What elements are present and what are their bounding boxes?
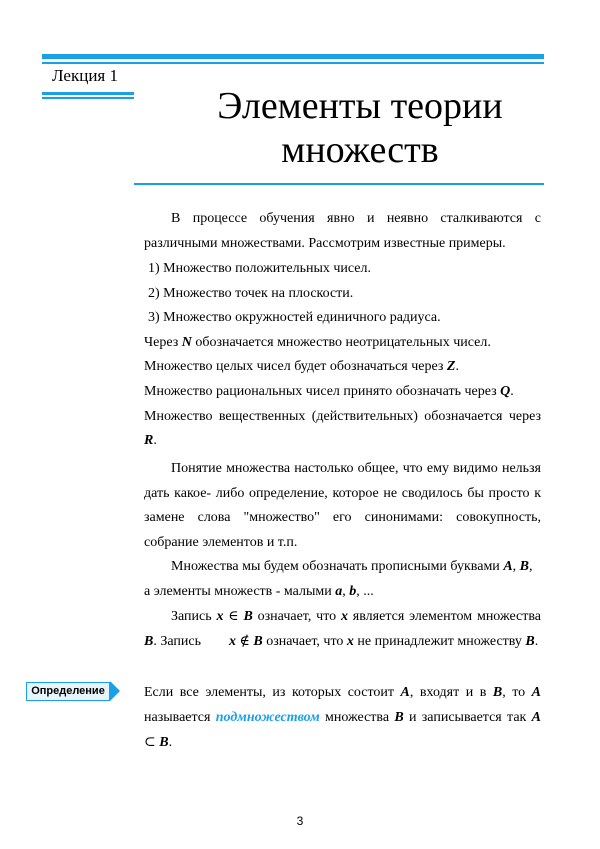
text-run <box>144 685 541 700</box>
list-item: 1) Множество положительных чисел. <box>148 261 371 276</box>
symbol-b: B <box>253 634 263 649</box>
text: В процессе обучения явно и неявно сталкиваются с <box>171 211 541 226</box>
text: Через <box>144 335 182 350</box>
q-definition-line <box>144 383 514 401</box>
paragraph-2-line-4: собрание элементов и т.п. <box>144 535 298 550</box>
symbol-q: Q <box>500 384 511 399</box>
symbol-b: B <box>519 559 529 574</box>
list-item: 3) Множество окружностей единичного радиуса. <box>148 310 441 325</box>
paragraph-3-line-1 <box>171 558 533 576</box>
text: дать какое- либо определение, которое не сводилось бы просто к <box>144 486 541 501</box>
definition-line-3 <box>144 734 172 752</box>
symbol-b: B <box>492 685 503 700</box>
symbol-x: x <box>228 634 236 649</box>
symbol-z: Z <box>446 359 456 374</box>
symbol-a: A <box>503 559 513 574</box>
paragraph-2-line-1 <box>144 460 541 478</box>
highlighted-term: подмножеством <box>215 710 320 725</box>
symbol-b: B <box>159 735 169 750</box>
symbol-x: x <box>340 609 348 624</box>
text: Если все элементы, из которых состоит <box>144 685 401 700</box>
symbol-r: R <box>144 433 154 448</box>
symbol-n: N <box>181 335 192 350</box>
top-rule-thin <box>42 62 544 64</box>
text: . <box>510 384 514 399</box>
page-title-line1: Элементы теории <box>217 85 503 127</box>
symbol-b: B <box>243 609 253 624</box>
text: обозначается множество неотрицательных чисел. <box>191 335 491 350</box>
text: Запись <box>171 609 217 624</box>
text: не принадлежит множеству <box>353 634 526 649</box>
paragraph-4-line-2 <box>144 633 538 651</box>
text: означает, что <box>252 609 341 624</box>
not-element-of-symbol: ∉ <box>235 634 254 649</box>
symbol-b: B <box>394 710 404 725</box>
subset-symbol: ⊂ <box>144 735 160 750</box>
text: , ... <box>356 584 374 599</box>
text: . <box>455 359 459 374</box>
text: , <box>512 559 520 574</box>
r-definition-line-2 <box>144 432 157 450</box>
paragraph-4-line-1 <box>144 608 541 626</box>
symbol-b: B <box>525 634 535 649</box>
text: и записывается так <box>403 710 532 725</box>
text: означает, что <box>262 634 347 649</box>
title-rule <box>134 183 544 185</box>
text: Понятие множества настолько общее, что ему видимо нельзя <box>171 461 541 476</box>
symbol-small-a: a <box>335 584 343 599</box>
definition-line-1 <box>144 684 541 702</box>
page-title-line2: множеств <box>281 129 439 171</box>
text: , то <box>502 685 532 700</box>
symbol-b: B <box>144 634 154 649</box>
text-run <box>171 609 541 624</box>
text: Множество вещественных (действительных) обозначается через <box>144 409 541 424</box>
symbol-x: x <box>346 634 354 649</box>
text: . <box>534 634 539 649</box>
paragraph-1-line-2: различными множествами. Рассмотрим известные примеры. <box>144 236 506 251</box>
page-number: 3 <box>296 814 304 828</box>
text: , <box>529 559 533 574</box>
definition-badge: Определение <box>26 682 110 701</box>
text: является элементом множества <box>347 609 541 624</box>
symbol-a: A <box>400 685 410 700</box>
text: , <box>342 584 350 599</box>
symbol-x: x <box>216 609 224 624</box>
text: замене слова "множество" его синонимами: совокупность, <box>144 510 541 525</box>
lecture-underline-1 <box>42 92 134 95</box>
lecture-underline-2 <box>42 97 134 99</box>
arrow-right-icon <box>110 681 120 701</box>
z-definition-line <box>144 358 459 376</box>
text: Множество целых чисел будет обозначаться через <box>144 359 447 374</box>
text-run <box>144 710 541 725</box>
paragraph-1-line-1 <box>144 210 541 228</box>
paragraph-2-line-2 <box>144 485 541 503</box>
paragraph-3-line-2 <box>144 583 374 601</box>
top-rule-thick <box>42 54 544 59</box>
text: . <box>153 433 157 448</box>
lecture-label: Лекция 1 <box>52 66 118 85</box>
n-definition-line <box>144 334 491 352</box>
text: , входят и в <box>409 685 493 700</box>
text: . <box>168 735 173 750</box>
text: называется <box>144 710 216 725</box>
text: Множества мы будем обозначать прописными буквами <box>171 559 504 574</box>
r-definition-line-1 <box>144 408 541 426</box>
symbol-a: A <box>531 685 541 700</box>
definition-line-2 <box>144 709 541 727</box>
list-item: 2) Множество точек на плоскости. <box>148 286 354 301</box>
element-of-symbol: ∈ <box>223 609 244 624</box>
paragraph-2-line-3 <box>144 509 541 527</box>
text: . Запись <box>153 634 201 649</box>
text: множества <box>319 710 395 725</box>
symbol-a: A <box>531 710 541 725</box>
symbol-small-b: b <box>349 584 357 599</box>
text: а элементы множеств - малыми <box>144 584 336 599</box>
text: Множество рациональных чисел принято обозначать через <box>144 384 501 399</box>
